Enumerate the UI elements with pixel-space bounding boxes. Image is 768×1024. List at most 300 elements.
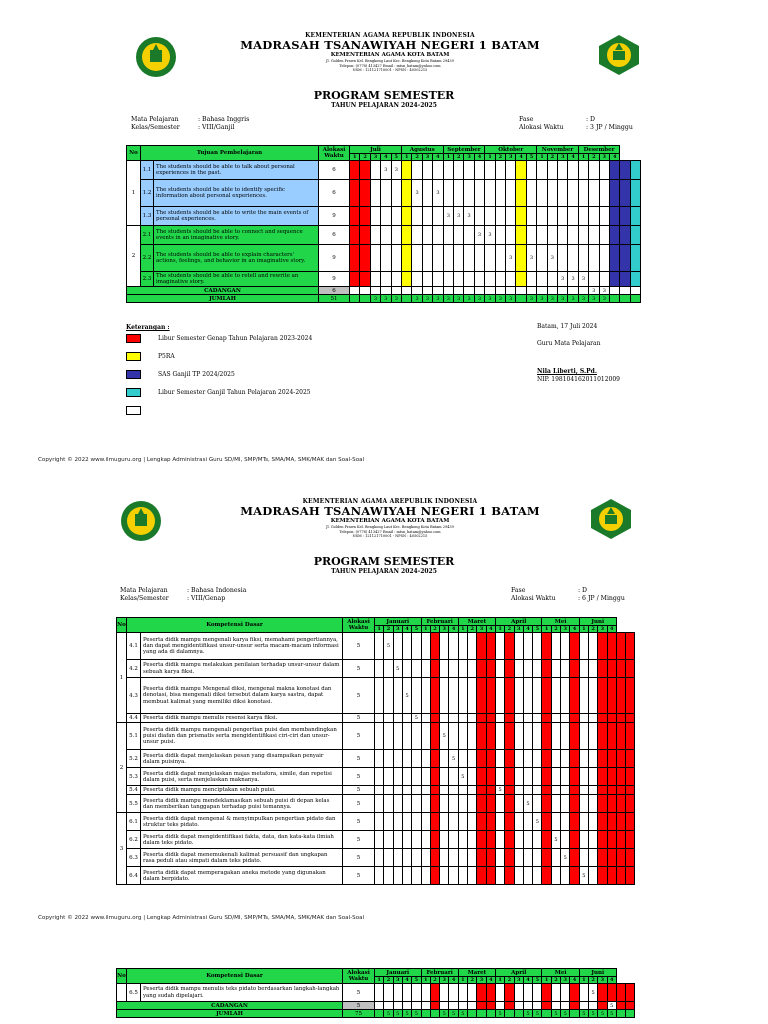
week-cell	[412, 984, 421, 1002]
week-cell	[384, 813, 393, 831]
week-cell: 3	[526, 295, 536, 303]
week-cell	[514, 1002, 523, 1010]
week-cell	[402, 245, 412, 272]
week-header: 4	[486, 626, 495, 633]
week-cell	[375, 849, 384, 867]
week-cell	[607, 633, 616, 660]
week-cell	[607, 786, 616, 795]
week-cell	[468, 678, 477, 714]
week-cell	[412, 795, 421, 813]
week-cell	[495, 207, 505, 226]
week-cell	[495, 714, 504, 723]
week-cell	[458, 867, 467, 885]
week-cell	[533, 984, 542, 1002]
week-header: 4	[570, 626, 579, 633]
row-alloc: 5	[343, 768, 375, 786]
week-header: 4	[607, 977, 616, 984]
week-cell	[486, 831, 495, 849]
week-cell	[402, 813, 411, 831]
week-cell	[533, 678, 542, 714]
week-cell	[381, 272, 391, 287]
week-cell	[375, 660, 384, 678]
row-alloc: 6	[319, 161, 350, 180]
row-code: 4.2	[127, 660, 141, 678]
row-code: 2.3	[141, 272, 154, 287]
week-cell	[440, 750, 449, 768]
week-cell	[485, 207, 495, 226]
week-cell	[412, 678, 421, 714]
subject-label: Mata Pelajaran	[131, 116, 179, 123]
week-cell	[523, 723, 532, 750]
week-cell	[542, 660, 551, 678]
table-row	[117, 714, 635, 723]
week-cell	[495, 768, 504, 786]
week-cell	[616, 867, 625, 885]
doc-title: PROGRAM SEMESTER	[313, 89, 455, 102]
week-cell: 3	[391, 161, 401, 180]
week-cell	[454, 272, 464, 287]
week-cell	[402, 714, 411, 723]
row-description: The students should be able to talk about personal experiences in the past.	[154, 161, 319, 180]
week-cell	[607, 678, 616, 714]
contact: Telepon: (0778) 413427 Email : mtsn_batam@yahoo.com	[339, 63, 441, 68]
week-header: 2	[468, 626, 477, 633]
week-cell	[421, 723, 430, 750]
week-cell	[440, 660, 449, 678]
week-cell	[607, 714, 616, 723]
week-cell	[474, 287, 484, 295]
week-cell	[514, 714, 523, 723]
phase-meta	[519, 116, 633, 132]
week-cell	[477, 750, 486, 768]
week-cell	[505, 750, 514, 768]
week-cell: 3	[578, 295, 588, 303]
week-cell	[533, 849, 542, 867]
week-cell	[495, 831, 504, 849]
row-description: The students should be able to write the main events of personal experiences.	[154, 207, 319, 226]
week-cell	[542, 867, 551, 885]
week-cell	[402, 795, 411, 813]
cadangan-row-alloc: 5	[343, 1002, 375, 1010]
row-alloc: 5	[343, 750, 375, 768]
week-cell	[454, 161, 464, 180]
row-alloc: 5	[343, 813, 375, 831]
week-cell	[412, 849, 421, 867]
week-cell	[570, 714, 579, 723]
cadangan-row	[117, 1002, 635, 1010]
address: Jl. Golden Prawn Kel. Bengkong Laut Kec. Bengkong Kota Batam 29439	[326, 59, 454, 63]
week-cell	[589, 226, 599, 245]
week-header: 5	[533, 977, 542, 984]
week-cell	[486, 714, 495, 723]
week-cell	[464, 161, 474, 180]
week-cell	[561, 786, 570, 795]
week-cell	[547, 287, 557, 295]
week-cell	[551, 768, 560, 786]
week-cell: 3	[485, 226, 495, 245]
week-cell	[561, 714, 570, 723]
week-cell	[533, 768, 542, 786]
week-cell	[486, 723, 495, 750]
week-cell	[402, 180, 412, 207]
week-cell	[514, 795, 523, 813]
week-cell	[449, 768, 458, 786]
week-cell	[547, 226, 557, 245]
class-value: : VIII/Genap	[187, 595, 226, 602]
week-cell	[412, 287, 422, 295]
row-description: Peserta didik mampu menulis teks pidato berdasarkan langkah-langkah yang sudah dipelajari.	[141, 984, 343, 1002]
week-cell	[558, 287, 568, 295]
week-cell	[402, 831, 411, 849]
week-cell	[375, 768, 384, 786]
week-cell	[505, 831, 514, 849]
week-cell	[468, 831, 477, 849]
week-cell	[607, 768, 616, 786]
week-cell	[505, 678, 514, 714]
week-header: 4	[474, 154, 484, 161]
week-cell	[551, 786, 560, 795]
week-cell	[384, 750, 393, 768]
row-code: 5.4	[127, 786, 141, 795]
week-cell	[598, 795, 607, 813]
week-cell: 5	[561, 1010, 570, 1018]
time-alloc-label: Alokasi Waktu	[519, 124, 564, 131]
week-cell	[526, 161, 536, 180]
legend-item	[126, 352, 175, 361]
week-cell: 5	[533, 813, 542, 831]
week-cell	[350, 180, 360, 207]
time-alloc-label: Alokasi Waktu	[511, 595, 556, 602]
week-cell	[391, 272, 401, 287]
week-cell	[402, 786, 411, 795]
week-cell	[384, 768, 393, 786]
doc-title-block	[0, 555, 768, 576]
week-cell: 3	[381, 295, 391, 303]
col-header-alloc: Alokasi Waktu	[343, 618, 375, 633]
week-cell	[551, 795, 560, 813]
week-cell	[516, 180, 526, 207]
week-cell	[607, 660, 616, 678]
week-cell	[393, 786, 402, 795]
week-cell	[449, 714, 458, 723]
week-cell	[551, 849, 560, 867]
week-cell	[514, 849, 523, 867]
week-cell	[523, 1002, 532, 1010]
week-cell	[626, 1010, 635, 1018]
week-cell	[495, 795, 504, 813]
month-header: Agustus	[402, 146, 444, 154]
week-header: 5	[412, 977, 421, 984]
col-header-alloc: Alokasi Waktu	[319, 146, 350, 161]
cadangan-row	[127, 287, 641, 295]
week-cell	[551, 813, 560, 831]
week-cell	[443, 287, 453, 295]
week-cell: 3	[495, 295, 505, 303]
week-cell	[433, 245, 443, 272]
week-header: 1	[443, 154, 453, 161]
week-cell	[421, 768, 430, 786]
week-cell	[454, 287, 464, 295]
week-cell	[537, 207, 547, 226]
week-cell	[526, 207, 536, 226]
month-header: Desember	[578, 146, 620, 154]
week-cell	[599, 272, 609, 287]
week-header: 4	[523, 977, 532, 984]
week-cell: 5	[607, 1010, 616, 1018]
week-cell	[430, 633, 439, 660]
week-cell	[443, 180, 453, 207]
week-cell	[626, 750, 635, 768]
week-cell	[375, 678, 384, 714]
week-cell: 3	[537, 295, 547, 303]
week-cell	[421, 678, 430, 714]
week-cell: 3	[443, 295, 453, 303]
week-header: 3	[393, 977, 402, 984]
week-cell	[626, 795, 635, 813]
week-header: 2	[588, 626, 597, 633]
week-cell	[570, 813, 579, 831]
week-cell	[458, 795, 467, 813]
week-cell	[468, 813, 477, 831]
week-cell: 5	[523, 795, 532, 813]
week-cell: 3	[589, 295, 599, 303]
week-cell: 3	[526, 245, 536, 272]
week-header: 4	[381, 154, 391, 161]
week-cell	[495, 813, 504, 831]
week-cell	[402, 207, 412, 226]
week-cell	[477, 660, 486, 678]
week-header: 3	[393, 626, 402, 633]
week-cell	[630, 287, 640, 295]
week-header: 2	[505, 626, 514, 633]
week-cell	[384, 984, 393, 1002]
week-cell	[626, 714, 635, 723]
week-cell	[514, 678, 523, 714]
week-cell: 5	[412, 714, 421, 723]
row-alloc: 9	[319, 272, 350, 287]
week-cell: 3	[464, 207, 474, 226]
col-header-no: No	[117, 618, 127, 633]
jumlah-row-alloc: 51	[319, 295, 350, 303]
week-cell	[570, 795, 579, 813]
month-header: Januari	[375, 969, 422, 977]
week-cell	[422, 245, 432, 272]
week-cell	[505, 660, 514, 678]
week-cell	[495, 984, 504, 1002]
week-cell: 3	[599, 295, 609, 303]
week-cell	[598, 714, 607, 723]
week-cell	[505, 984, 514, 1002]
week-header: 4	[570, 977, 579, 984]
week-cell	[458, 714, 467, 723]
week-cell	[474, 245, 484, 272]
week-cell: 3	[370, 295, 380, 303]
week-cell	[412, 786, 421, 795]
week-cell: 3	[474, 226, 484, 245]
jumlah-row	[127, 295, 641, 303]
week-cell: 3	[506, 245, 516, 272]
week-cell	[609, 287, 619, 295]
week-cell	[381, 180, 391, 207]
week-header: 1	[350, 154, 360, 161]
week-cell	[588, 831, 597, 849]
week-cell: 3	[474, 295, 484, 303]
week-cell	[609, 245, 619, 272]
time-alloc-value: : 3 JP / Minggu	[586, 124, 633, 131]
week-header: 4	[523, 626, 532, 633]
week-header: 3	[477, 626, 486, 633]
row-description: Peserta didik mampu melakukan penilaian terhadap unsur-unsur dalam sebuah karya fiksi.	[141, 660, 343, 678]
week-cell	[579, 984, 588, 1002]
week-cell	[561, 831, 570, 849]
school-name: MADRASAH TSANAWIYAH NEGERI 1 BATAM	[240, 504, 540, 518]
week-header: 1	[495, 626, 504, 633]
row-code: 5.2	[127, 750, 141, 768]
week-cell: 5	[393, 660, 402, 678]
col-header-main: Tujuan Pembelajaran	[141, 146, 319, 161]
week-cell	[570, 1002, 579, 1010]
week-cell	[375, 984, 384, 1002]
week-cell	[384, 867, 393, 885]
week-header: 3	[440, 977, 449, 984]
col-header-alloc: Alokasi Waktu	[343, 969, 375, 984]
week-cell	[599, 226, 609, 245]
week-cell	[579, 831, 588, 849]
week-cell	[495, 750, 504, 768]
week-cell: 3	[464, 295, 474, 303]
week-cell	[609, 272, 619, 287]
week-cell	[402, 768, 411, 786]
week-cell	[381, 226, 391, 245]
week-cell	[440, 1002, 449, 1010]
week-cell	[412, 660, 421, 678]
week-cell	[514, 831, 523, 849]
col-header-no: No	[117, 969, 127, 984]
week-cell	[505, 786, 514, 795]
week-cell	[579, 1002, 588, 1010]
week-cell	[393, 831, 402, 849]
signer-name: Nila Liberti, S.Pd.	[537, 368, 597, 375]
week-cell	[393, 867, 402, 885]
group-number: 2	[127, 226, 141, 287]
week-cell	[561, 984, 570, 1002]
week-cell	[547, 180, 557, 207]
week-header: 2	[551, 977, 560, 984]
week-cell	[458, 849, 467, 867]
week-cell	[468, 984, 477, 1002]
week-cell	[598, 660, 607, 678]
row-code: 6.4	[127, 867, 141, 885]
week-cell	[350, 295, 360, 303]
table-row	[127, 245, 641, 272]
week-header: 5	[391, 154, 401, 161]
week-cell: 5	[495, 786, 504, 795]
week-cell: 5	[393, 1010, 402, 1018]
week-cell	[514, 813, 523, 831]
row-description: Peserta didik dapat mengidentifikasi fakta, data, dan kata-kata ilmiah dalam teks pidato.	[141, 831, 343, 849]
group-number: 1	[117, 633, 127, 723]
week-cell	[561, 633, 570, 660]
week-cell: 5	[598, 1010, 607, 1018]
cadangan-row-alloc: 6	[319, 287, 350, 295]
week-cell	[440, 795, 449, 813]
week-cell: 3	[454, 295, 464, 303]
week-cell	[449, 1002, 458, 1010]
week-cell	[533, 795, 542, 813]
class-label: Kelas/Semester	[120, 595, 169, 602]
week-cell	[570, 831, 579, 849]
week-cell: 5	[551, 1010, 560, 1018]
week-header: 3	[514, 977, 523, 984]
week-cell	[468, 867, 477, 885]
week-header: 4	[449, 626, 458, 633]
week-header: 5	[412, 626, 421, 633]
week-cell	[402, 295, 412, 303]
week-cell	[391, 207, 401, 226]
kemenag-logo-left	[135, 36, 177, 78]
week-cell	[523, 660, 532, 678]
week-cell	[505, 633, 514, 660]
row-alloc: 5	[343, 714, 375, 723]
week-cell: 5	[561, 849, 570, 867]
week-cell	[542, 984, 551, 1002]
week-cell	[464, 287, 474, 295]
week-cell	[449, 660, 458, 678]
table-row	[117, 633, 635, 660]
week-cell	[505, 1002, 514, 1010]
week-cell	[468, 795, 477, 813]
week-cell	[486, 813, 495, 831]
week-cell	[381, 245, 391, 272]
week-cell	[430, 750, 439, 768]
week-cell	[430, 831, 439, 849]
week-cell: 5	[533, 1010, 542, 1018]
week-header: 2	[360, 154, 370, 161]
week-cell	[579, 723, 588, 750]
week-cell	[375, 813, 384, 831]
week-cell	[620, 287, 630, 295]
week-cell	[384, 723, 393, 750]
week-cell	[516, 272, 526, 287]
week-header: 4	[486, 977, 495, 984]
week-cell	[360, 207, 370, 226]
week-cell	[607, 831, 616, 849]
week-cell: 5	[579, 867, 588, 885]
week-cell: 5	[523, 1010, 532, 1018]
week-cell	[495, 1002, 504, 1010]
week-cell	[430, 813, 439, 831]
week-header: 4	[402, 626, 411, 633]
week-cell	[422, 226, 432, 245]
week-cell	[547, 161, 557, 180]
week-cell	[547, 272, 557, 287]
month-header: Maret	[458, 969, 495, 977]
week-cell	[412, 207, 422, 226]
week-cell	[505, 813, 514, 831]
week-cell	[430, 660, 439, 678]
row-alloc: 6	[319, 226, 350, 245]
week-cell	[421, 984, 430, 1002]
week-header: 1	[542, 626, 551, 633]
week-cell	[422, 287, 432, 295]
week-cell	[477, 786, 486, 795]
week-cell	[533, 723, 542, 750]
school-ids: NSM : 121121710001 - NPSN : 40502215	[352, 534, 428, 538]
week-cell: 3	[558, 295, 568, 303]
address: Jl. Golden Prawn Kel. Bengkong Laut Kec. Bengkong Kota Batam 29439	[326, 525, 454, 529]
week-cell	[477, 795, 486, 813]
week-cell	[391, 180, 401, 207]
